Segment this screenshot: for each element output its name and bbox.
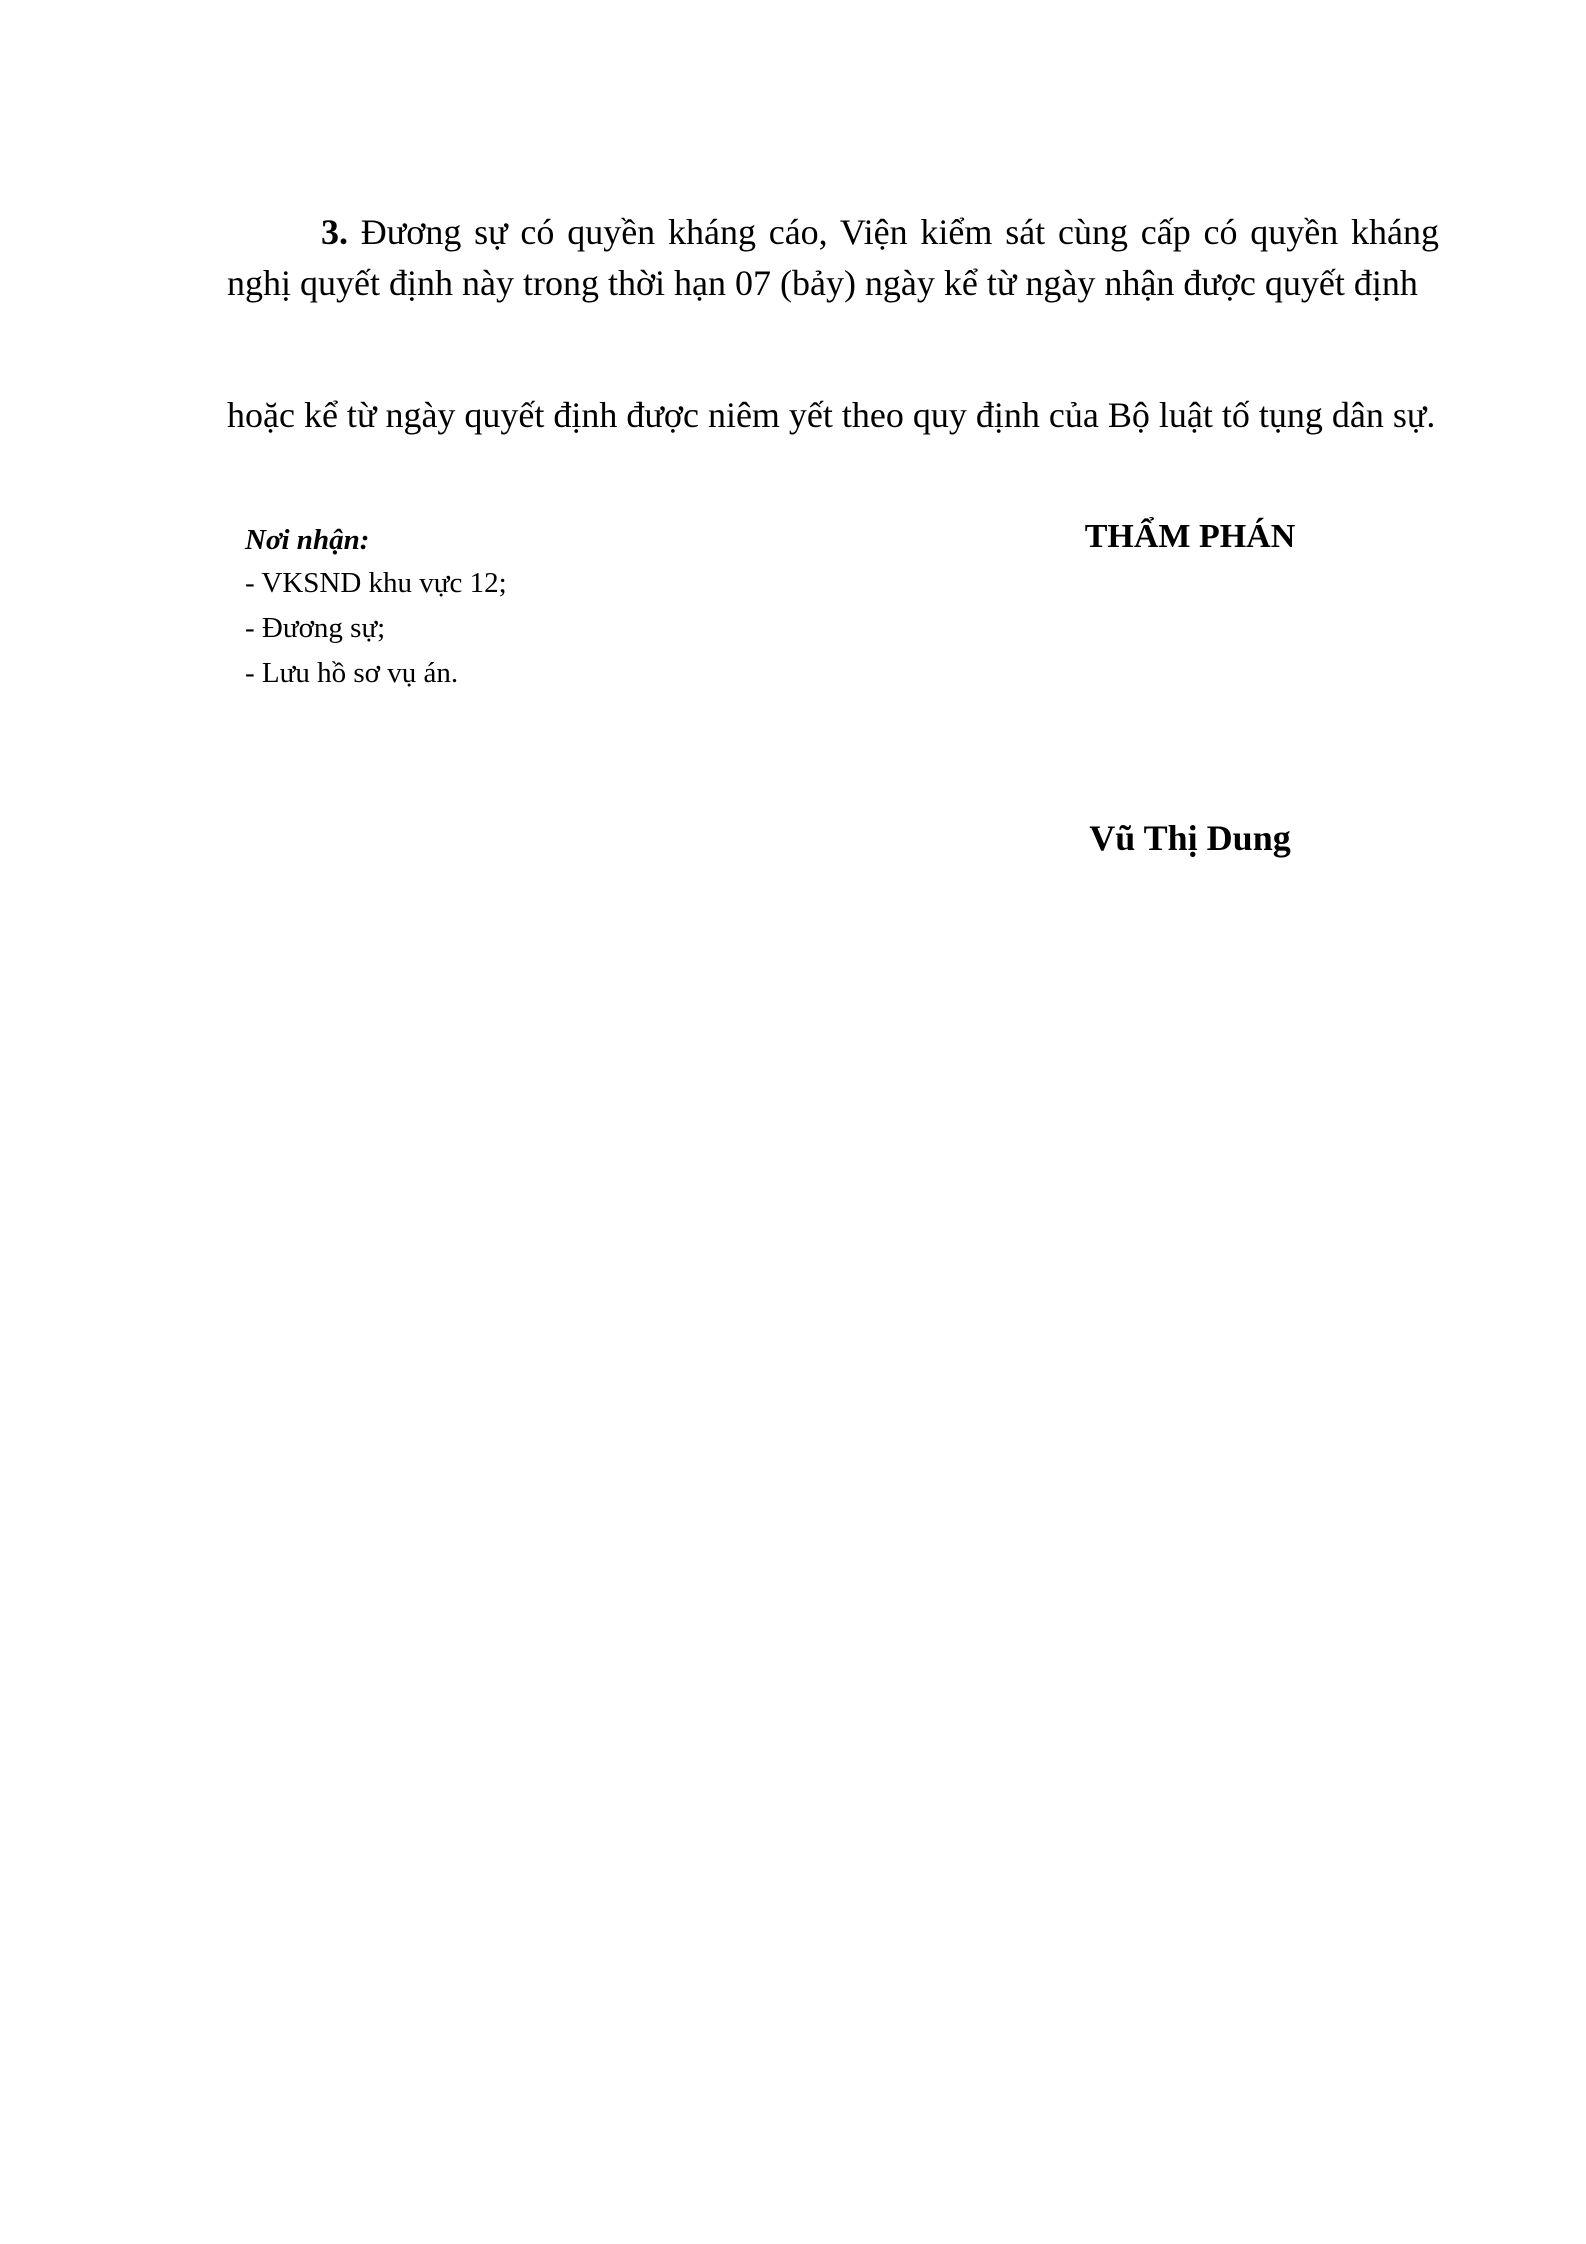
recipients-title: Nơi nhận: — [245, 524, 370, 556]
recipient-item: - VKSND khu vực 12; — [245, 567, 507, 599]
recipient-item: - Lưu hồ sơ vụ án. — [245, 657, 459, 689]
clause-number: 3. — [321, 212, 348, 252]
clause-3-paragraph — [227, 207, 1439, 309]
recipients-block — [245, 519, 845, 696]
clause-text: Đương sự có quyền kháng cáo, Viện kiểm sát cùng cấp có quyền kháng nghị quyết định này trong thời hạn 07 (bảy) ngày kể từ ngày nhận được quyết định — [227, 212, 1439, 303]
judge-name: Vũ Thị Dung — [1089, 818, 1291, 858]
recipient-item: - Đương sự; — [245, 612, 386, 644]
clause-3-continuation: hoặc kể từ ngày quyết định được niêm yết theo quy định của Bộ luật tố tụng dân sự. — [227, 395, 1436, 435]
judge-title: THẨM PHÁN — [1084, 518, 1296, 555]
recipients-list — [245, 561, 845, 696]
